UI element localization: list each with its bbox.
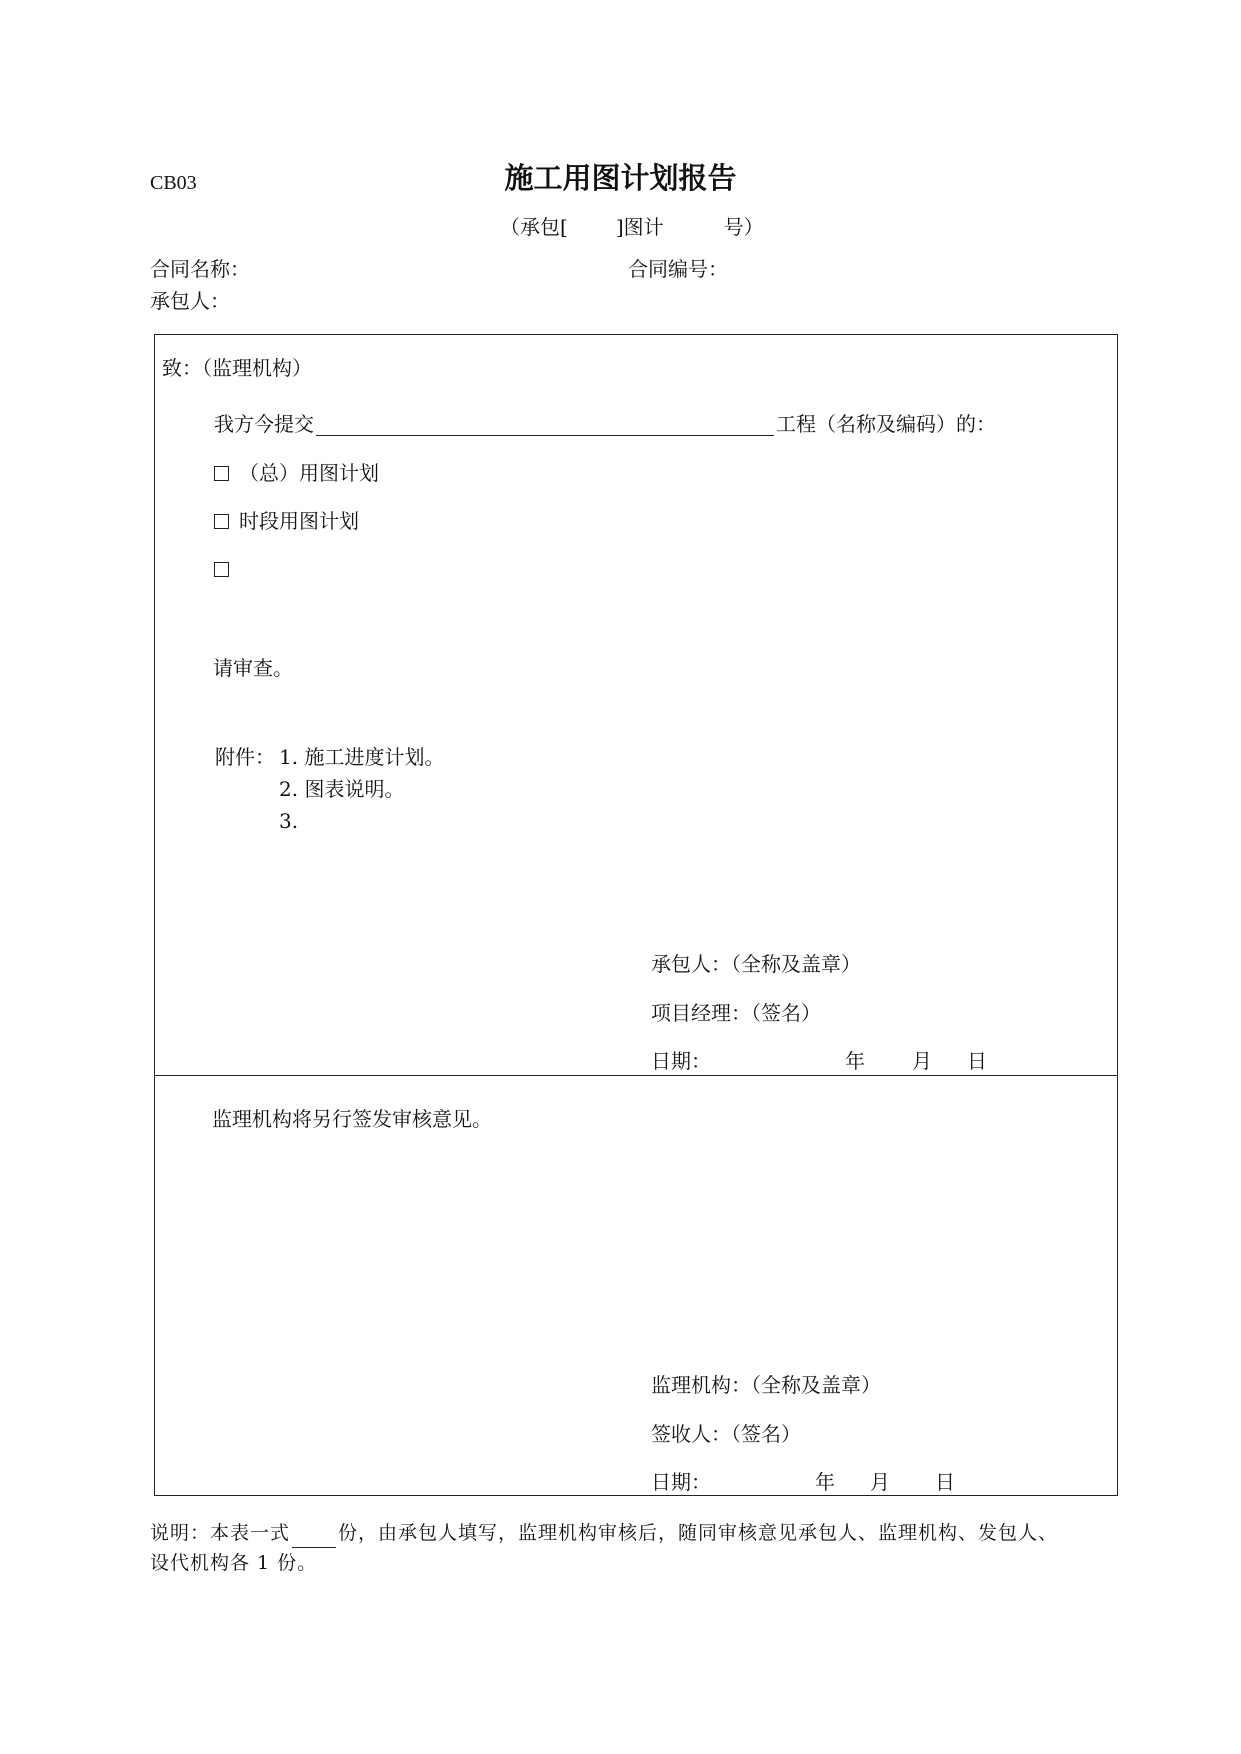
document-number-line [500, 215, 764, 239]
supervisor-signature-entity: 监理机构：（全称及盖章） [651, 1373, 881, 1397]
project-name-field[interactable] [316, 413, 774, 436]
copies-count-field[interactable] [292, 1527, 336, 1548]
footer-note-line-1 [150, 1518, 1058, 1548]
attachment-item-3: 3. [279, 809, 299, 833]
supervisor-date-year: 年 [815, 1470, 835, 1494]
contractor-date-label: 日期： [651, 1049, 711, 1073]
subtitle-mid: ]图计 [615, 215, 664, 239]
attachment-item-2: 2. 图表说明。 [279, 777, 405, 801]
contractor-date-year: 年 [845, 1049, 865, 1073]
supervisor-statement: 监理机构将另行签发审核意见。 [212, 1107, 492, 1131]
submission-line [214, 412, 996, 436]
checkbox-total-plan[interactable] [214, 466, 229, 481]
option-other[interactable] [214, 557, 239, 581]
contractor-date-month: 月 [912, 1049, 932, 1073]
subtitle-suffix: 号） [723, 215, 764, 239]
review-request: 请审查。 [213, 656, 293, 680]
submit-suffix: 工程（名称及编码）的： [776, 412, 996, 436]
checkbox-period-plan[interactable] [214, 514, 229, 529]
option-period-plan[interactable] [214, 509, 359, 533]
footer-note [150, 1518, 1058, 1578]
attachment-label: 附件： [215, 745, 275, 769]
form-code: CB03 [150, 172, 197, 194]
contract-name-label: 合同名称： [150, 257, 250, 281]
option-period-plan-label: 时段用图计划 [239, 509, 359, 533]
contractor-signature-entity: 承包人：（全称及盖章） [651, 952, 861, 976]
receiver-signature: 签收人：（签名） [651, 1422, 801, 1446]
contract-number-label: 合同编号： [628, 257, 728, 281]
attachment-item-1: 1. 施工进度计划。 [279, 745, 445, 769]
supervisor-date-label: 日期： [651, 1470, 711, 1494]
subtitle-prefix: （承包[ [500, 215, 568, 239]
contractor-date-day: 日 [967, 1049, 987, 1073]
note-mid: 份，由承包人填写，监理机构审核后，随同审核意见承包人、监理机构、发包人、 [338, 1522, 1059, 1544]
page-title: 施工用图计划报告 [504, 161, 737, 195]
note-prefix: 说明：本表一式 [150, 1522, 291, 1544]
supervisor-date-day: 日 [935, 1470, 955, 1494]
supervisor-date-month: 月 [870, 1470, 890, 1494]
submit-prefix: 我方今提交 [214, 412, 314, 436]
footer-note-line-2: 设代机构各 1 份。 [150, 1552, 318, 1574]
addressee-label: 致：（监理机构） [162, 356, 312, 380]
section-divider [154, 1075, 1118, 1076]
project-manager-signature: 项目经理：（签名） [651, 1001, 821, 1025]
contractor-label: 承包人： [150, 289, 230, 313]
checkbox-other[interactable] [214, 562, 229, 577]
option-total-plan[interactable] [214, 461, 379, 485]
option-total-plan-label: （总）用图计划 [239, 461, 379, 485]
